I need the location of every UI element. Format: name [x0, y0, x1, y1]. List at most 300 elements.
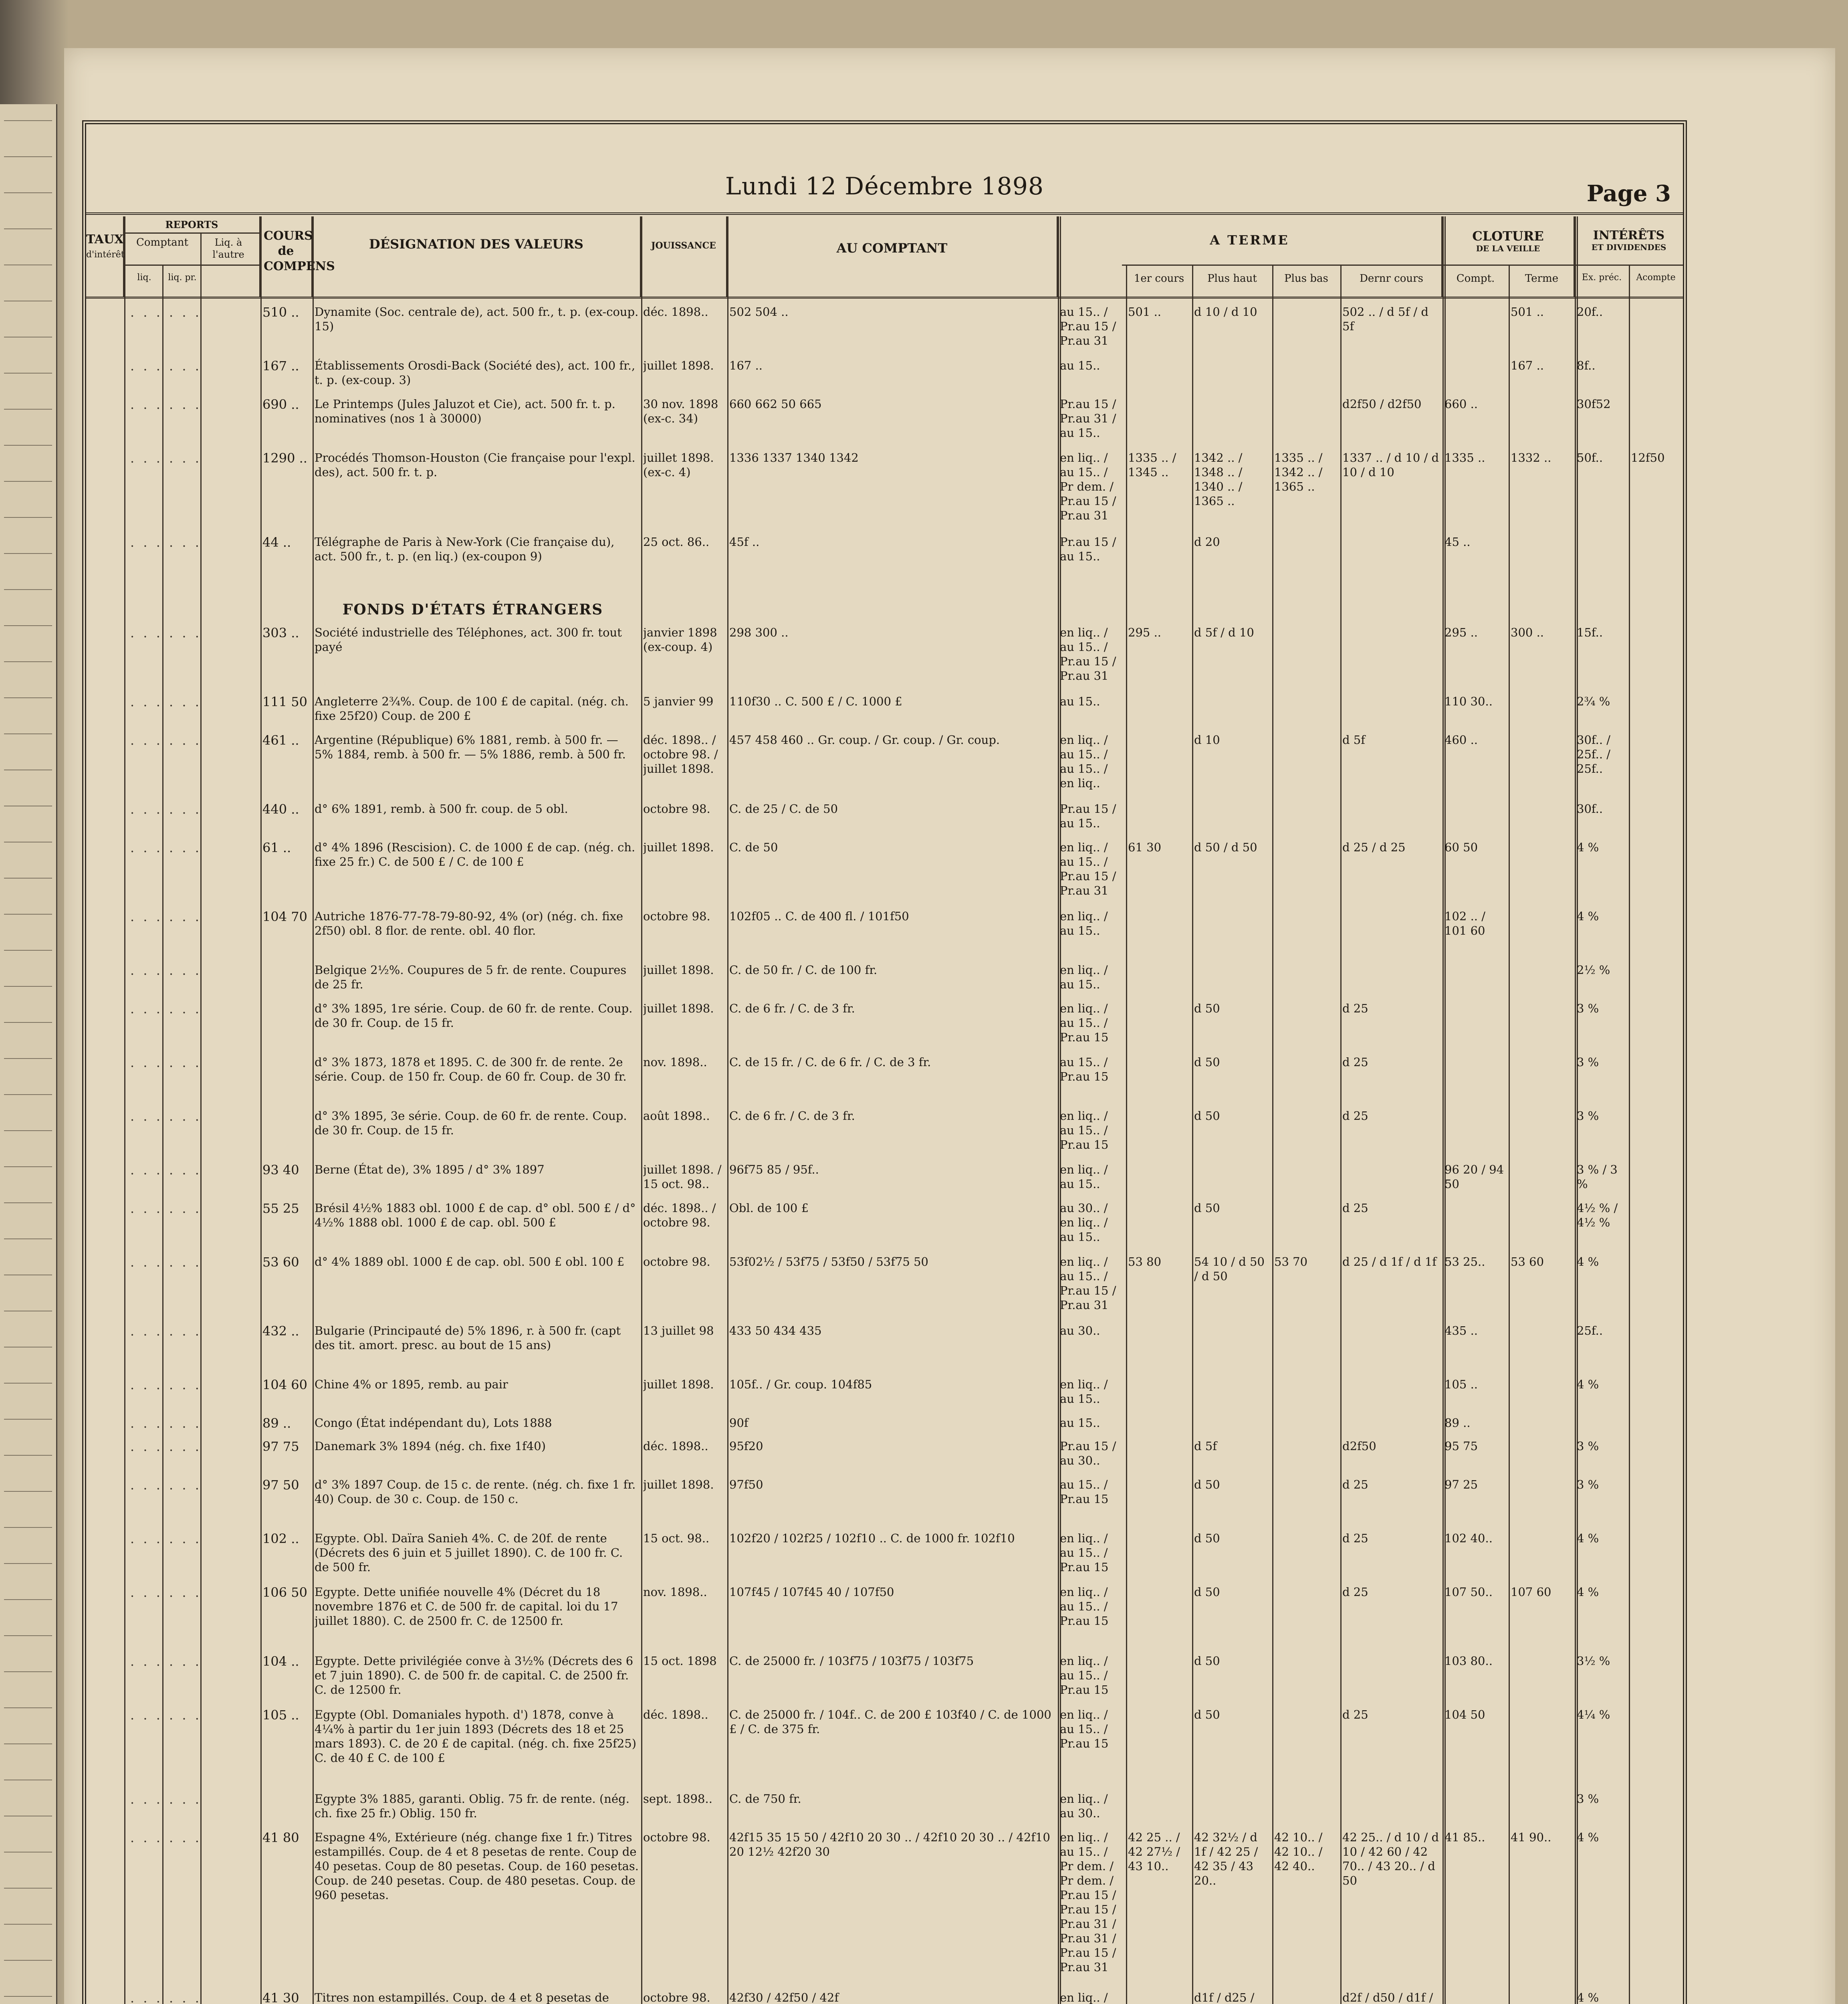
cell-terme-type: en liq.. / au 15.. / Pr.au 15 / Pr.au 31	[1060, 1255, 1116, 1312]
cell-premier-cours: 295 ..	[1128, 626, 1162, 639]
cell-cloture-compt: 53 25..	[1445, 1255, 1485, 1269]
col-reports-label: REPORTS	[165, 219, 218, 230]
cell-acompte	[1631, 1162, 1681, 1201]
cell-ex-prec: 30f52	[1577, 397, 1611, 411]
cell-plus-bas	[1274, 305, 1338, 358]
cell-ex-prec: 3 %	[1577, 1055, 1599, 1069]
cell-designation: Egypte. Dette unifiée nouvelle 4% (Décret du 18 novembre 1876 et C. de 500 fr. de capital. loi du 17 juillet 1880). C. de 2500 fr. C. de 12500 fr.	[315, 1585, 618, 1628]
cell-terme-type: au 30..	[1060, 1324, 1100, 1337]
cell-plus-bas	[1274, 535, 1338, 588]
cell-jouissance: juillet 1898. (ex-c. 4)	[643, 451, 714, 479]
prev-page-line	[4, 625, 52, 626]
prev-page-line	[4, 1563, 52, 1564]
cell-terme-type: en liq.. / au 15.. / Pr dem. / Pr dem. / Pr.au 15 / Pr.au 15 / Pr.au 31 / Pr.au 31 / Pr.au 15 / Pr.au 31	[1060, 1830, 1116, 1974]
reports-leaders: . . . . . .	[130, 1055, 202, 1070]
cell-terme-type: en liq.. / au 15.. / Pr.au 15 / Pr.au 31	[1060, 626, 1116, 683]
cell-comptant: C. de 50 fr. / C. de 100 fr.	[729, 963, 878, 977]
cell-acompte	[1631, 358, 1681, 397]
cell-dernier-cours: d2f50 / d2f50	[1342, 397, 1422, 411]
cell-ex-prec: 3 %	[1577, 1002, 1599, 1015]
cell-designation: Société industrielle des Téléphones, act. 300 fr. tout payé	[315, 626, 622, 654]
cell-terme-type: en liq.. / au 15.. / Pr.au 15	[1060, 1109, 1109, 1151]
cell-comptant: 660 662 50 665	[729, 397, 822, 411]
col-jouissance	[641, 216, 727, 297]
cell-cloture-compt	[1445, 963, 1507, 1001]
cell-designation: Titres non estampillés. Coup. de 4 et 8 pesetas de	[315, 1991, 609, 2004]
cell-cloture-compt	[1445, 1109, 1507, 1162]
cell-plus-haut: d1f / d25 /	[1194, 1991, 1255, 2004]
cell-plus-haut	[1194, 1416, 1270, 1439]
cell-designation: Egypte 3% 1885, garanti. Oblig. 75 fr. de rente. (nég. ch. fixe 25 fr.) Oblig. 150 fr.	[315, 1792, 629, 1820]
cell-cloture-compt: 1335 ..	[1445, 451, 1485, 465]
cell-dernier-cours: d 25 / d 25	[1342, 840, 1406, 854]
cell-acompte	[1631, 397, 1681, 450]
table-row	[86, 1055, 1683, 1109]
cell-acompte	[1631, 1323, 1681, 1377]
cell-acompte	[1631, 1707, 1681, 1792]
cell-terme-type: Pr.au 15 / au 15..	[1060, 535, 1116, 563]
table-row	[86, 305, 1683, 358]
cell-cours: 97 50	[262, 1477, 299, 1493]
cell-acompte	[1631, 1377, 1681, 1416]
cell-designation: Belgique 2½%. Coupures de 5 fr. de rente. Coupures de 25 fr.	[315, 963, 627, 991]
page-title: Lundi 12 Décembre 1898	[725, 172, 1044, 200]
table-row	[86, 450, 1683, 535]
cell-plus-bas	[1274, 963, 1338, 1001]
cell-cours: 510 ..	[262, 305, 299, 320]
cell-cloture-compt: 97 25	[1445, 1478, 1478, 1491]
prev-page-line	[4, 1527, 52, 1528]
cell-jouissance: juillet 1898.	[643, 963, 714, 977]
cell-acompte	[1631, 1001, 1681, 1055]
cell-cours: 93 40	[262, 1162, 299, 1178]
cell-acompte	[1631, 1654, 1681, 1707]
cell-premier-cours	[1128, 1162, 1190, 1201]
cell-designation: Egypte. Obl. Daïra Sanieh 4%. C. de 20f. de rente (Décrets des 6 juin et 5 juillet 1890). C. de 100 fr. C. de 500 fr.	[315, 1531, 623, 1574]
cell-plus-bas	[1274, 1001, 1338, 1055]
cell-jouissance: janvier 1898 (ex-coup. 4)	[643, 626, 717, 654]
cell-premier-cours	[1128, 1477, 1190, 1531]
reports-leaders: . . . . . .	[130, 1416, 202, 1431]
cell-cloture-terme	[1511, 1109, 1573, 1162]
prev-page-line	[4, 1888, 52, 1889]
cell-ex-prec: 30f..	[1577, 802, 1603, 816]
cell-plus-haut: d 10	[1194, 733, 1220, 747]
cell-cloture-terme	[1511, 1792, 1573, 1830]
cell-comptant: 97f50	[729, 1478, 763, 1491]
cell-dernier-cours: d 25	[1342, 1585, 1368, 1599]
cell-comptant: Obl. de 100 £	[729, 1201, 809, 1215]
cell-terme-type: en liq.. / au 15..	[1060, 1163, 1108, 1191]
cell-cours	[262, 1109, 313, 1162]
cell-plus-bas	[1274, 694, 1338, 733]
cell-plus-haut: d 50	[1194, 1585, 1220, 1599]
col-jouissance-label: JOUISSANCE	[651, 240, 716, 251]
cell-acompte	[1631, 535, 1681, 588]
cell-terme-type: en liq.. / au 15..	[1060, 1378, 1108, 1406]
cell-jouissance: nov. 1898..	[643, 1055, 707, 1069]
cell-ex-prec: 25f..	[1577, 1324, 1603, 1337]
cell-comptant: 457 458 460 .. Gr. coup. / Gr. coup. / Gr. coup.	[729, 733, 1000, 747]
col-designation	[313, 216, 641, 297]
cell-cours: 461 ..	[262, 733, 299, 748]
cell-cours	[262, 963, 313, 1001]
prev-page-line	[4, 1599, 52, 1600]
prev-page-line	[4, 445, 52, 446]
cell-cloture-terme	[1511, 1654, 1573, 1707]
prev-page-line	[4, 1383, 52, 1384]
cell-premier-cours	[1128, 1439, 1190, 1477]
cell-acompte	[1631, 1531, 1681, 1585]
cell-plus-haut	[1194, 1323, 1270, 1377]
col-reports	[124, 216, 260, 297]
page-header	[86, 168, 1683, 208]
cell-premier-cours	[1128, 358, 1190, 397]
cell-ex-prec: 3 % / 3 %	[1577, 1163, 1618, 1191]
cell-cours: 1290 ..	[262, 450, 307, 466]
table-row	[86, 535, 1683, 588]
prev-page-line	[4, 481, 52, 482]
cell-premier-cours	[1128, 733, 1190, 802]
reports-leaders: . . . . . .	[130, 450, 202, 466]
cell-jouissance: octobre 98.	[643, 909, 710, 923]
cell-jouissance: 5 janvier 99	[643, 695, 714, 708]
section-fonds-etrangers: FONDS D'ÉTATS ÉTRANGERS	[342, 601, 603, 618]
cell-plus-haut: d 50	[1194, 1654, 1220, 1668]
cell-ex-prec: 30f.. / 25f.. / 25f..	[1577, 733, 1611, 776]
cell-premier-cours	[1128, 1654, 1190, 1707]
cell-cloture-compt: 435 ..	[1445, 1324, 1478, 1337]
cell-plus-haut	[1194, 1377, 1270, 1416]
cell-cloture-terme	[1511, 1201, 1573, 1255]
cell-ex-prec: 4 %	[1577, 1830, 1599, 1844]
reports-leaders: . . . . . .	[130, 1531, 202, 1546]
cell-premier-cours	[1128, 1377, 1190, 1416]
cell-plus-bas	[1274, 733, 1338, 802]
cell-premier-cours	[1128, 802, 1190, 840]
cell-acompte	[1631, 840, 1681, 909]
cell-ex-prec: 2¾ %	[1577, 695, 1610, 708]
prev-page-line	[4, 1960, 52, 1961]
cell-designation: d° 3% 1895, 3e série. Coup. de 60 fr. de rente. Coup. de 30 fr. Coup. de 15 fr.	[315, 1109, 627, 1137]
cell-jouissance: sept. 1898..	[643, 1792, 712, 1806]
col-interets-sub: ET DIVIDENDES	[1591, 242, 1666, 252]
cell-terme-type: en liq.. / au 15.. / Pr.au 15	[1060, 1531, 1109, 1574]
cell-jouissance: 30 nov. 1898 (ex-c. 34)	[643, 397, 718, 425]
prev-page-line	[4, 1743, 52, 1744]
cell-cloture-compt: 41 85..	[1445, 1830, 1485, 1844]
cell-dernier-cours	[1342, 909, 1440, 963]
cell-plus-bas	[1274, 1377, 1338, 1416]
cell-ex-prec: 15f..	[1577, 626, 1603, 639]
cell-plus-bas	[1274, 840, 1338, 909]
cell-jouissance: 15 oct. 98..	[643, 1531, 710, 1545]
cell-plus-haut: d 50	[1194, 1109, 1220, 1123]
col-cloture-sub: DE LA VEILLE	[1476, 244, 1540, 253]
cell-acompte	[1631, 1109, 1681, 1162]
cell-ex-prec	[1577, 535, 1629, 588]
cell-plus-haut: d 50	[1194, 1531, 1220, 1545]
cell-dernier-cours	[1342, 802, 1440, 840]
cell-plus-haut: d 50	[1194, 1201, 1220, 1215]
cell-premier-cours	[1128, 694, 1190, 733]
table-row	[86, 1477, 1683, 1531]
cell-plus-haut: d 50	[1194, 1708, 1220, 1721]
cell-premier-cours	[1128, 397, 1190, 450]
cell-plus-bas	[1274, 358, 1338, 397]
prev-page-line	[4, 373, 52, 374]
cell-dernier-cours: d 25	[1342, 1478, 1368, 1491]
cell-cloture-terme	[1511, 694, 1573, 733]
cell-acompte	[1631, 802, 1681, 840]
cell-dernier-cours: 502 .. / d 5f / d 5f	[1342, 305, 1428, 333]
table-row	[86, 1830, 1683, 1990]
cell-designation: Brésil 4½% 1883 obl. 1000 £ de cap. d° obl. 500 £ / d° 4½% 1888 obl. 1000 £ de cap. obl. 500 £	[315, 1201, 636, 1229]
prev-page-line	[4, 1996, 52, 1997]
cell-cours: 55 25	[262, 1201, 299, 1216]
cell-acompte	[1631, 1201, 1681, 1255]
cell-ex-prec: 4 %	[1577, 1255, 1599, 1269]
cell-cloture-compt: 45 ..	[1445, 535, 1471, 549]
cell-plus-bas	[1274, 1792, 1338, 1830]
cell-cours: 111 50	[262, 694, 307, 709]
cell-cloture-compt	[1445, 1990, 1507, 2004]
cell-ex-prec: 3 %	[1577, 1439, 1599, 1453]
table-row	[86, 1990, 1683, 2004]
reports-leaders: . . . . . .	[130, 535, 202, 550]
cell-premier-cours: 61 30	[1128, 840, 1162, 854]
cell-terme-type: au 15.. / Pr.au 15	[1060, 1055, 1109, 1083]
table-row	[86, 1707, 1683, 1792]
cell-cloture-compt	[1445, 802, 1507, 840]
cell-comptant: 1336 1337 1340 1342	[729, 451, 859, 465]
cell-terme-type: Pr.au 15 / au 30..	[1060, 1439, 1116, 1467]
cell-terme-type: en liq.. / au 30..	[1060, 1792, 1108, 1820]
cell-jouissance: déc. 1898.. / octobre 98. / juillet 1898.	[643, 733, 718, 776]
cell-premier-cours	[1128, 1707, 1190, 1792]
cell-jouissance: octobre 98.	[643, 1255, 710, 1269]
cell-jouissance: juillet 1898.	[643, 1478, 714, 1491]
cell-cours: 89 ..	[262, 1416, 291, 1431]
prev-page-line	[4, 1707, 52, 1708]
cell-plus-haut: d 50	[1194, 1055, 1220, 1069]
cell-terme-type: au 15..	[1060, 359, 1100, 372]
cell-dernier-cours: d 25	[1342, 1055, 1368, 1069]
cell-ex-prec: 4 %	[1577, 840, 1599, 854]
reports-leaders: . . . . . .	[130, 802, 202, 817]
cell-dernier-cours	[1342, 1654, 1440, 1707]
col-cours-label: COURS de COMPENS	[264, 229, 335, 273]
table-row	[86, 1001, 1683, 1055]
cell-jouissance: 13 juillet 98	[643, 1324, 714, 1337]
header-rule	[86, 212, 1683, 215]
cell-ex-prec: 3 %	[1577, 1478, 1599, 1491]
cell-plus-bas: 1335 .. / 1342 .. / 1365 ..	[1274, 451, 1323, 493]
cell-cours	[262, 1055, 313, 1109]
cell-acompte	[1631, 625, 1681, 694]
prev-page-line	[4, 1924, 52, 1925]
cell-acompte	[1631, 1792, 1681, 1830]
cell-dernier-cours	[1342, 1792, 1440, 1830]
cell-cloture-terme	[1511, 1477, 1573, 1531]
cell-cours: 102 ..	[262, 1531, 299, 1546]
cell-dernier-cours	[1342, 535, 1440, 588]
cell-plus-haut	[1194, 1792, 1270, 1830]
cell-ex-prec: 8f..	[1577, 359, 1596, 372]
cell-plus-bas	[1274, 1109, 1338, 1162]
cell-ex-prec: 4 %	[1577, 909, 1599, 923]
cell-premier-cours: 42 25 .. / 42 27½ / 43 10..	[1128, 1830, 1180, 1873]
cell-jouissance: 15 oct. 1898	[643, 1654, 717, 1668]
col-cloture-terme: Terme	[1525, 273, 1559, 285]
cell-plus-haut	[1194, 963, 1270, 1001]
cell-cloture-compt: 95 75	[1445, 1439, 1478, 1453]
cell-comptant: 433 50 434 435	[729, 1324, 822, 1337]
cell-cours: 104 ..	[262, 1654, 299, 1669]
cell-premier-cours: 1335 .. / 1345 ..	[1128, 451, 1176, 479]
cell-cloture-terme	[1511, 802, 1573, 840]
cell-premier-cours	[1128, 963, 1190, 1001]
cell-premier-cours	[1128, 1990, 1190, 2004]
cell-acompte	[1631, 1055, 1681, 1109]
col-dernier-cours: Dernr cours	[1360, 273, 1423, 285]
col-au-comptant	[727, 216, 1058, 297]
cell-cours: 106 50	[262, 1585, 307, 1600]
cell-ex-prec: 4½ % / 4½ %	[1577, 1201, 1618, 1229]
cell-plus-bas	[1274, 1162, 1338, 1201]
cell-designation: Congo (État indépendant du), Lots 1888	[315, 1416, 552, 1430]
table-row	[86, 358, 1683, 397]
cell-cloture-compt: 96 20 / 94 50	[1445, 1163, 1504, 1191]
cell-acompte	[1631, 909, 1681, 963]
cell-cloture-compt: 660 ..	[1445, 397, 1478, 411]
cell-cloture-terme	[1511, 535, 1573, 588]
reports-leaders: . . . . . .	[130, 1707, 202, 1723]
cell-comptant: 298 300 ..	[729, 626, 789, 639]
cell-ex-prec: 4 %	[1577, 1378, 1599, 1391]
cell-cloture-compt: 460 ..	[1445, 733, 1478, 747]
cell-cours: 61 ..	[262, 840, 291, 855]
col-au-comptant-label: AU COMPTANT	[836, 240, 948, 256]
cell-ex-prec: 4¼ %	[1577, 1708, 1610, 1721]
cell-comptant: 167 ..	[729, 359, 763, 372]
cell-terme-type: en liq.. / au 15.. / Pr.au 15	[1060, 1654, 1109, 1697]
cell-acompte	[1631, 1990, 1681, 2004]
col-ex-prec: Ex. préc.	[1582, 273, 1622, 283]
reports-comptant: Comptant	[136, 236, 188, 248]
cell-plus-bas: 53 70	[1274, 1255, 1308, 1269]
cell-jouissance: août 1898..	[643, 1109, 710, 1123]
page-number: Page 3	[1586, 180, 1671, 207]
cell-plus-haut: 54 10 / d 50 / d 50	[1194, 1255, 1265, 1283]
cell-cloture-terme	[1511, 1055, 1573, 1109]
cell-terme-type: en liq.. / au 15.. / Pr.au 15	[1060, 1708, 1109, 1750]
prev-page-line	[4, 589, 52, 590]
cell-acompte	[1631, 1416, 1681, 1439]
cell-dernier-cours: 42 25.. / d 10 / d 10 / 42 60 / 42 70.. / 43 20.. / d 50	[1342, 1830, 1439, 1887]
table-row	[86, 1654, 1683, 1707]
cell-plus-haut: d 5f	[1194, 1439, 1217, 1453]
cell-comptant: 105f.. / Gr. coup. 104f85	[729, 1378, 872, 1391]
cell-dernier-cours: d 25 / d 1f / d 1f	[1342, 1255, 1437, 1269]
cell-designation: Espagne 4%, Extérieure (nég. change fixe 1 fr.) Titres estampillés. Coup. de 4 et 8 pesetas de rente. Coup de 40 pesetas. Coup de 80 pesetas. Coup. de 160 pesetas. Coup. de 240 pesetas. Coup. de 480 pesetas. Coup. de 960 pesetas.	[315, 1830, 639, 1902]
cell-designation: Angleterre 2¾%. Coup. de 100 £ de capital. (nég. ch. fixe 25f20) Coup. de 200 £	[315, 695, 629, 723]
cell-ex-prec: 4 %	[1577, 1991, 1599, 2004]
cell-terme-type: Pr.au 15 / au 15..	[1060, 802, 1116, 830]
cell-premier-cours	[1128, 1792, 1190, 1830]
cell-ex-prec: 3½ %	[1577, 1654, 1610, 1668]
cell-cloture-compt	[1445, 358, 1507, 397]
cell-jouissance: juillet 1898.	[643, 840, 714, 854]
cell-premier-cours	[1128, 1531, 1190, 1585]
cell-terme-type: en liq.. / au 15.. / Pr.au 15 / Pr.au 31	[1060, 840, 1116, 897]
cell-premier-cours	[1128, 1201, 1190, 1255]
cell-plus-haut	[1194, 397, 1270, 450]
col-cours-compens	[260, 216, 335, 297]
cell-plus-bas	[1274, 1439, 1338, 1477]
cell-designation: Dynamite (Soc. centrale de), act. 500 fr., t. p. (ex-coup. 15)	[315, 305, 639, 333]
reports-leaders: . . . . . .	[130, 1109, 202, 1124]
cell-terme-type: en liq.. / au 15.. / Pr dem. / Pr.au 15 / Pr.au 31	[1060, 451, 1116, 522]
cell-dernier-cours: d 25	[1342, 1708, 1368, 1721]
cell-cours: 167 ..	[262, 358, 299, 374]
cell-cloture-compt: 105 ..	[1445, 1378, 1478, 1391]
cell-dernier-cours: d 5f	[1342, 733, 1365, 747]
cell-comptant: C. de 25000 fr. / 103f75 / 103f75 / 103f75	[729, 1654, 974, 1668]
cell-designation: Établissements Orosdi-Back (Société des), act. 100 fr., t. p. (ex-coup. 3)	[315, 359, 636, 387]
table-row	[86, 397, 1683, 450]
reports-liq: Liq. à l'autre	[212, 237, 244, 260]
prev-page-line	[4, 156, 52, 157]
table-row	[86, 963, 1683, 1001]
cell-ex-prec: 20f..	[1577, 305, 1603, 319]
prev-page-line	[4, 986, 52, 987]
cell-dernier-cours	[1342, 1162, 1440, 1201]
cell-plus-bas	[1274, 1201, 1338, 1255]
cell-comptant: 502 504 ..	[729, 305, 789, 319]
cell-designation: Autriche 1876-77-78-79-80-92, 4% (or) (nég. ch. fixe 2f50) obl. 8 flor. de rente. obl. 40 flor.	[315, 909, 623, 937]
cell-jouissance: juillet 1898.	[643, 359, 714, 372]
cell-acompte	[1631, 1830, 1681, 1990]
table-row	[86, 1377, 1683, 1416]
cell-designation: Le Printemps (Jules Jaluzot et Cie), act. 500 fr. t. p. nominatives (nos 1 à 30000)	[315, 397, 615, 425]
cell-dernier-cours: d2f50	[1342, 1439, 1376, 1453]
prev-page-line	[4, 1635, 52, 1636]
prev-page-line	[4, 120, 52, 121]
reports-leaders: . . . . . .	[130, 1439, 202, 1454]
cell-jouissance: juillet 1898.	[643, 1002, 714, 1015]
table-row	[86, 802, 1683, 840]
table-row	[86, 1201, 1683, 1255]
cell-designation: Chine 4% or 1895, remb. au pair	[315, 1378, 508, 1391]
reports-leaders: . . . . . .	[130, 1323, 202, 1339]
table-row	[86, 694, 1683, 733]
prev-page-line	[4, 1455, 52, 1456]
cell-plus-haut: 1342 .. / 1348 .. / 1340 .. / 1365 ..	[1194, 451, 1243, 508]
cell-premier-cours	[1128, 535, 1190, 588]
cell-plus-bas: 42 10.. / 42 10.. / 42 40..	[1274, 1830, 1323, 1873]
cell-comptant: C. de 25000 fr. / 104f.. C. de 200 £ 103f40 / C. de 1000 £ / C. de 375 fr.	[729, 1708, 1051, 1736]
cell-cloture-compt: 107 50..	[1445, 1585, 1493, 1599]
col-taux-label: TAUX	[86, 232, 124, 246]
table-row	[86, 1439, 1683, 1477]
prev-page-line	[4, 1671, 52, 1672]
cell-plus-haut: d 50	[1194, 1002, 1220, 1015]
cell-comptant: 102f20 / 102f25 / 102f10 .. C. de 1000 fr. 102f10	[729, 1531, 1015, 1545]
table-row	[86, 1109, 1683, 1162]
cell-comptant: C. de 750 fr.	[729, 1792, 801, 1806]
terme-sub-rule	[1122, 265, 1683, 266]
